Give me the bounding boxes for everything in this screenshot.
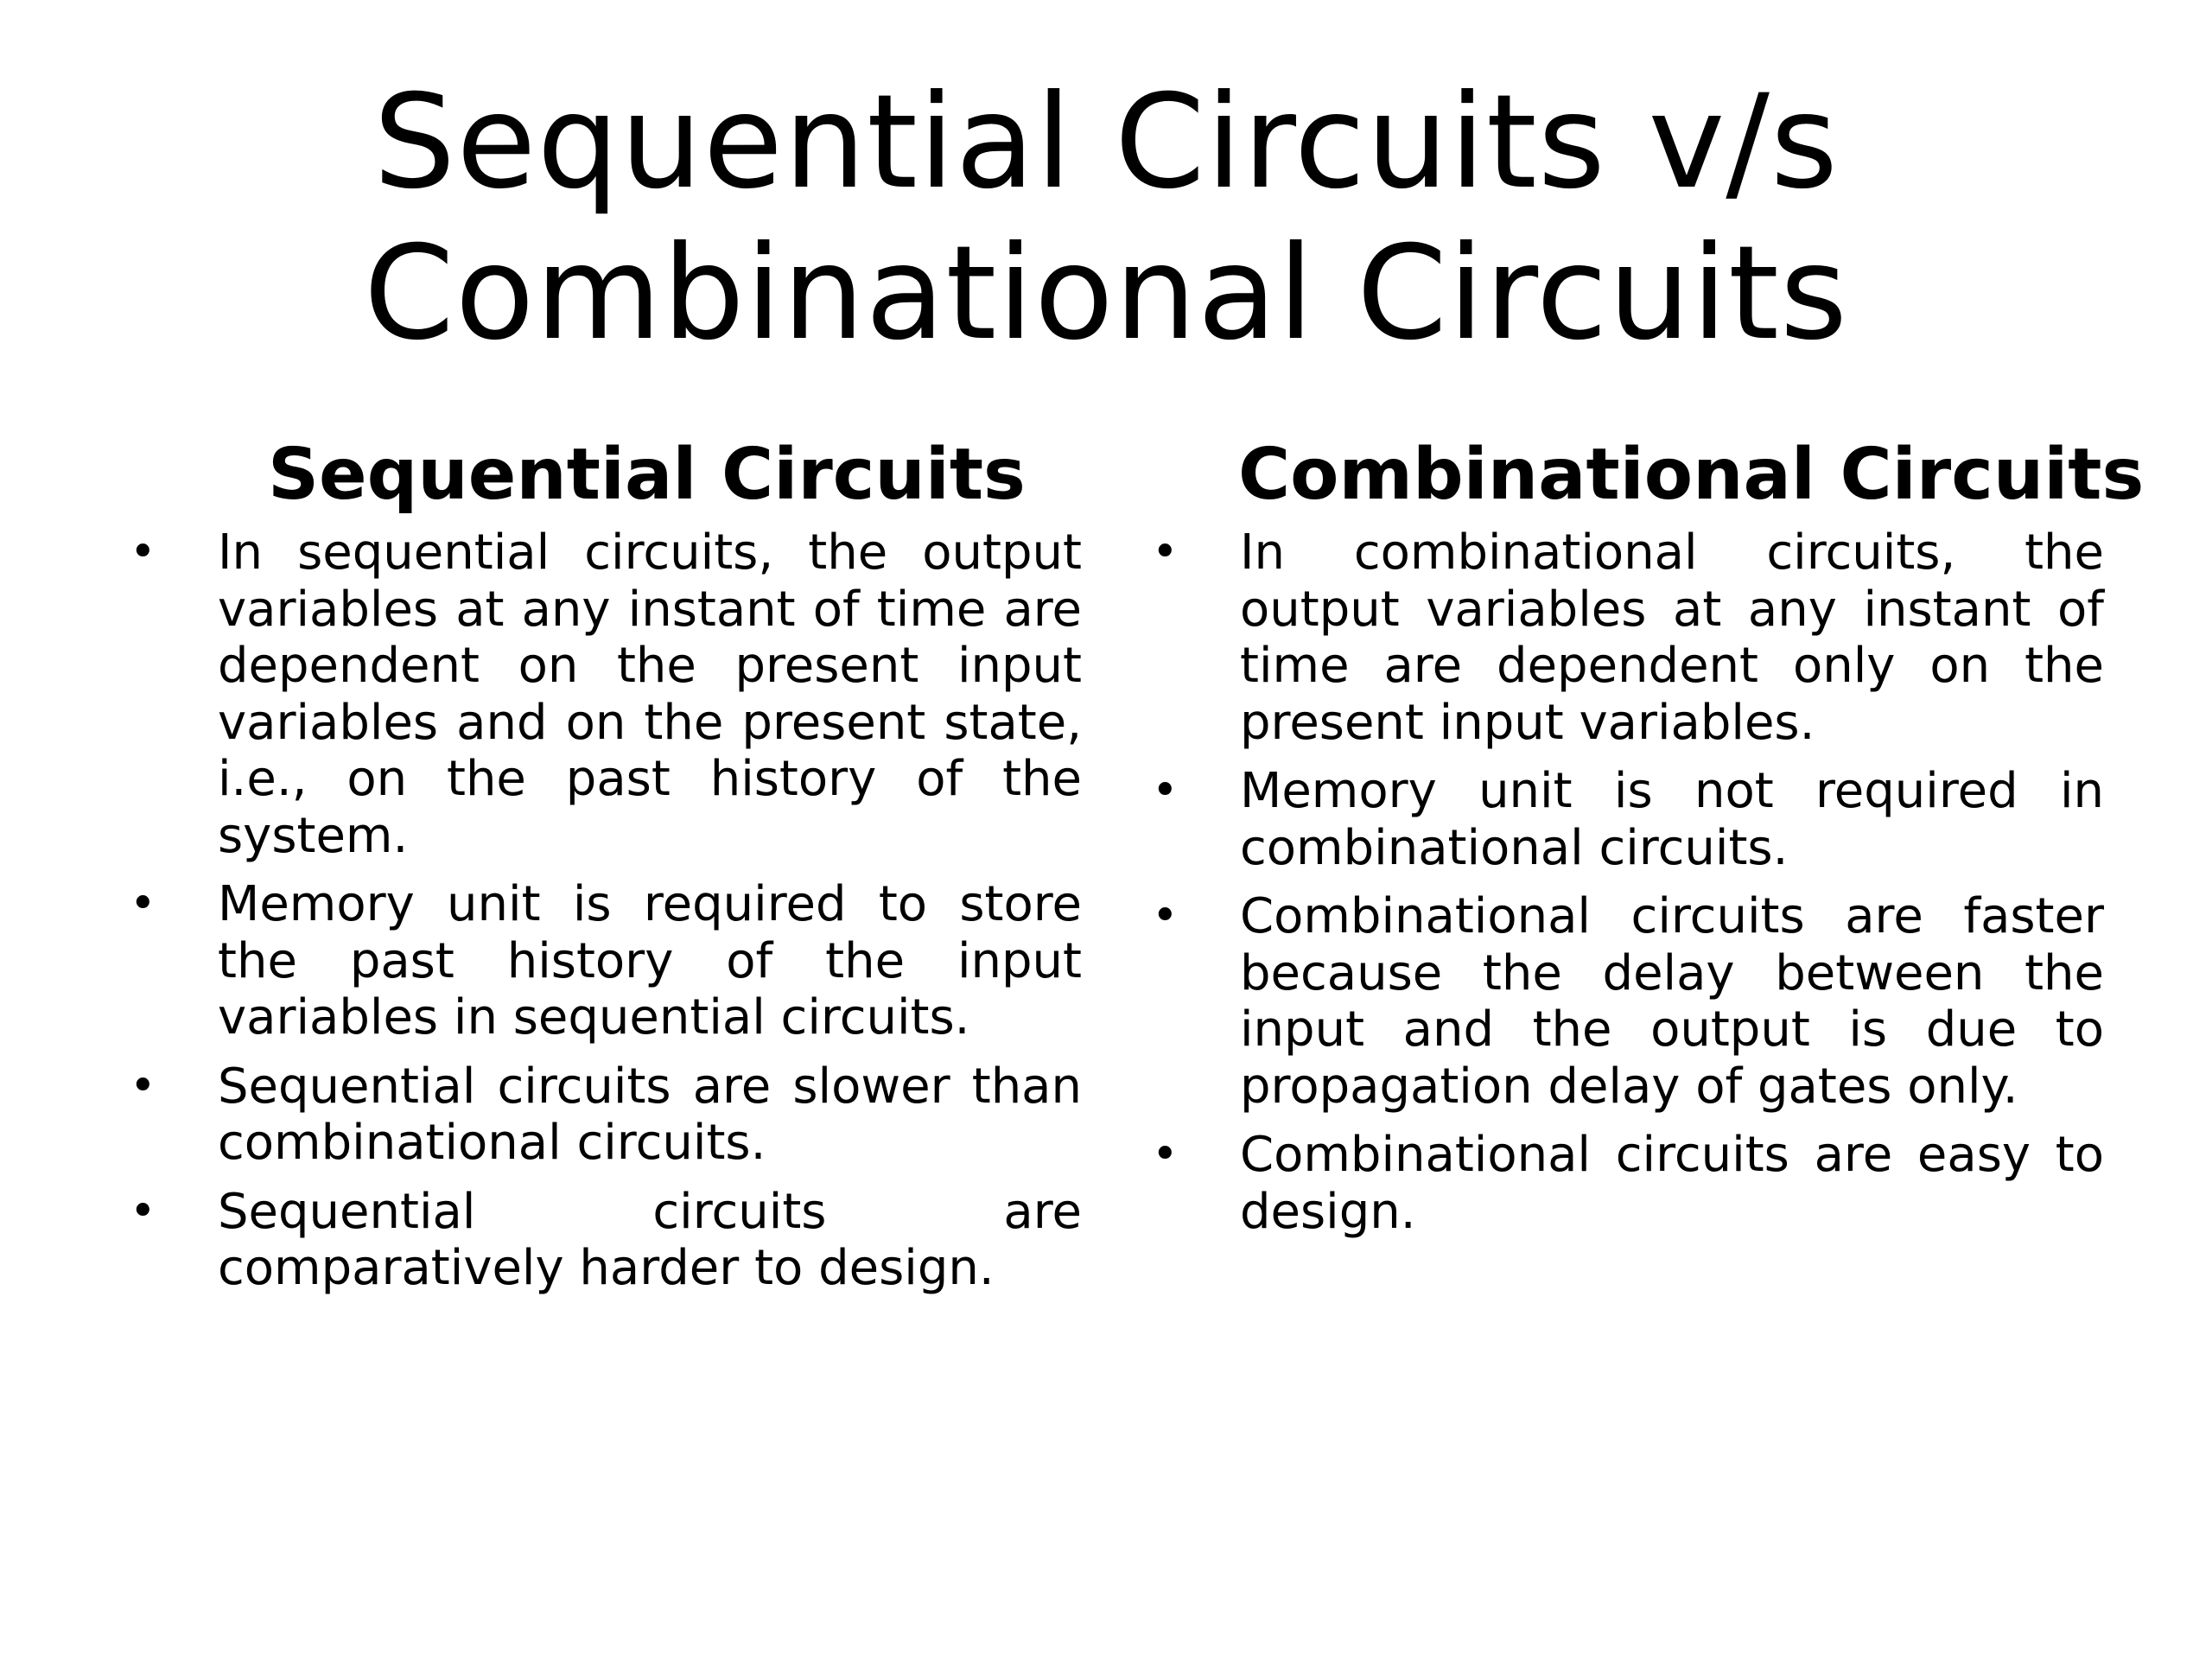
sequential-column [121, 428, 1082, 1309]
bullet-text: In combinational circuits, the output variables at any instant of time are dependent only on the present input variables. [1240, 524, 2104, 751]
bullet-text: Combinational circuits are easy to design. [1240, 1127, 2104, 1240]
sequential-heading: Sequential Circuits [268, 434, 1026, 516]
sequential-bullet-2 [121, 876, 1082, 1046]
combinational-heading: Combinational Circuits [1238, 434, 2145, 516]
bullet-icon: • [1152, 890, 1179, 942]
slide-title [0, 67, 2212, 370]
sequential-bullet-1 [121, 524, 1082, 864]
combinational-bullet-2 [1143, 763, 2104, 876]
sequential-bullet-3 [121, 1058, 1082, 1172]
bullet-text: Combinational circuits are faster because the delay between the input and the output is due to propagation delay of gates only. [1240, 888, 2104, 1115]
bullet-text: Sequential circuits are comparatively harder to design. [218, 1183, 1082, 1296]
combinational-bullet-list [1143, 524, 2104, 1240]
bullet-icon: • [130, 1059, 156, 1112]
bullet-icon: • [130, 526, 156, 578]
bullet-icon: • [130, 1185, 156, 1237]
bullet-text: In sequential circuits, the output variables at any instant of time are dependent on the present input variables and on the present state, i.e., on the past history of the system. [218, 524, 1082, 864]
slide-title-line-2: Combinational Circuits [363, 219, 1849, 369]
combinational-column [1143, 428, 2145, 1252]
combinational-bullet-1 [1143, 524, 2104, 751]
bullet-icon: • [1152, 526, 1179, 578]
bullet-text: Memory unit is not required in combinational circuits. [1240, 763, 2104, 876]
bullet-icon: • [1152, 1128, 1179, 1180]
bullet-text: Sequential circuits are slower than combinational circuits. [218, 1058, 1082, 1171]
combinational-bullet-3 [1143, 888, 2104, 1115]
slide-title-line-1: Sequential Circuits v/s [373, 67, 1839, 218]
bullet-text: Memory unit is required to store the past history of the input variables in sequential circuits. [218, 876, 1082, 1046]
combinational-bullet-4 [1143, 1127, 2104, 1240]
bullet-icon: • [1152, 765, 1179, 817]
sequential-bullet-4 [121, 1184, 1082, 1297]
sequential-bullet-list [121, 524, 1082, 1297]
bullet-icon: • [130, 878, 156, 930]
